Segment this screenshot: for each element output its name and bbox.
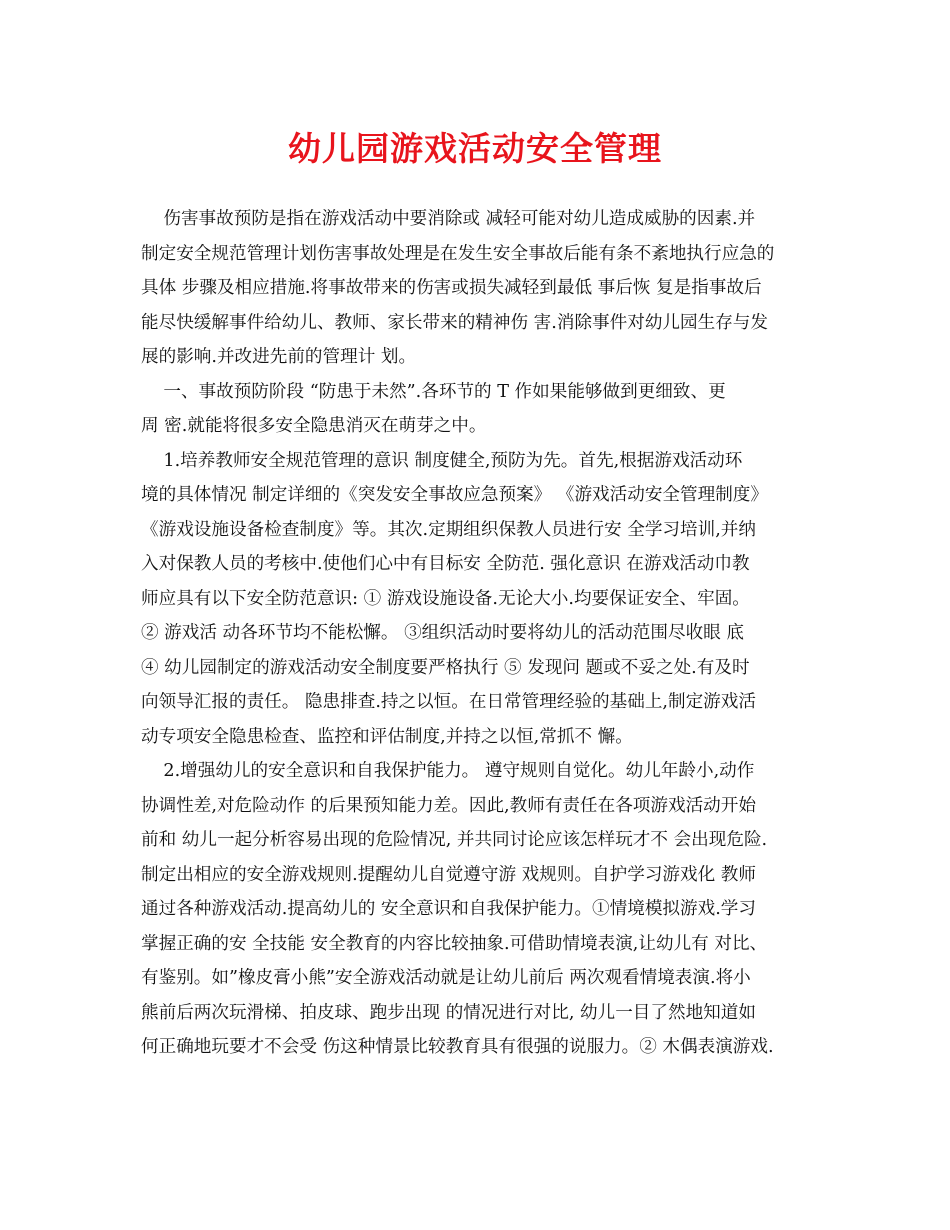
text-line: 入对保教人员的考核中.使他们心中有目标安 全防范. 强化意识 在游戏活动巾教 — [141, 554, 750, 574]
text-line: 通过各种游戏活动.提高幼儿的 安全意识和自我保护能力。①情境模拟游戏.学习 — [141, 899, 756, 919]
text-line: 境的具体情况 制定详细的《突发安全事故应急预案》 《游戏活动安全管理制度》 — [141, 485, 768, 505]
text-line: 掌握正确的安 全技能 安全教育的内容比较抽象.可借助情境表演,让幼儿有 对比、 — [141, 933, 768, 954]
text-line: 展的影响.并改进先前的管理计 划。 — [141, 347, 417, 367]
text-line: 动专项安全隐患检查、监控和评估制度,并持之以恒,常抓不 懈。 — [141, 726, 633, 747]
text-line: 制定出相应的安全游戏规则.提醒幼儿自觉遵守游 戏规则。自护学习游戏化 教师 — [141, 864, 756, 885]
text-line: 前和 幼儿一起分析容易出现的危险情况, 并共同讨论应该怎样玩才不 会出现危险. — [141, 830, 768, 850]
document-title: 幼儿园游戏活动安全管理 — [288, 129, 662, 168]
text-line: 师应具有以下安全防范意识: ① 游戏设施设备.无论大小.均要保证安全、牢固。 — [141, 588, 750, 609]
text-line: 具体 步骤及相应措施.将事故带来的伤害或损失减轻到最低 事后恢 复是指事故后 — [141, 278, 762, 298]
text-line: 周 密.就能将很多安全隐患消灭在萌芽之中。 — [141, 416, 487, 436]
document-body — [141, 202, 813, 1065]
text-line: 1.培养教师安全规范管理的意识 制度健全,预防为先。首先,根据游戏活动环 — [141, 450, 743, 471]
text-line: ② 游戏活 动各环节均不能松懈。 ③组织活动时要将幼儿的活动范围尽收眼 底 — [141, 623, 744, 643]
text-line: 协调性差,对危险动作 的后果预知能力差。因此,教师有责任在各项游戏活动开始 — [141, 795, 756, 816]
text-line: 能尽快缓解事件给幼儿、教师、家长带来的精神伤 害.消除事件对幼儿园生存与发 — [141, 312, 768, 333]
text-line: 伤害事故预防是指在游戏活动中要消除或 减轻可能对幼儿造成威胁的因素.并 — [141, 209, 756, 229]
text-line: 有鉴别。如”橡皮膏小熊”安全游戏活动就是让幼儿前后 两次观看情境表演.将小 — [141, 968, 751, 988]
text-line: 《游戏设施设备检查制度》等。其次.定期组织保教人员进行安 全学习培训,并纳 — [141, 519, 756, 540]
text-line: ④ 幼儿园制定的游戏活动安全制度要严格执行 ⑤ 发现问 题或不妥之处.有及时 — [141, 657, 750, 678]
text-line: 制定安全规范管理计划伤害事故处理是在发生安全事故后能有条不紊地执行应急的 — [141, 243, 775, 264]
text-line: 一、事故预防阶段 “防患于未然”.各环节的 T 作如果能够做到更细致、更 — [141, 381, 726, 402]
text-line: 何正确地玩要才不会受 伤这种情景比较教育具有很强的说服力。② 木偶表演游戏. — [141, 1037, 774, 1057]
text-line: 熊前后两次玩滑梯、拍皮球、跑步出现 的情况进行对比, 幼儿一目了然地知道如 — [141, 1002, 756, 1023]
text-line: 2.增强幼儿的安全意识和自我保护能力。 遵守规则自觉化。幼儿年龄小,动作 — [141, 761, 755, 781]
text-line: 向领导汇报的责任。 隐患排查.持之以恒。在日常管理经验的基础上,制定游戏活 — [141, 692, 756, 712]
